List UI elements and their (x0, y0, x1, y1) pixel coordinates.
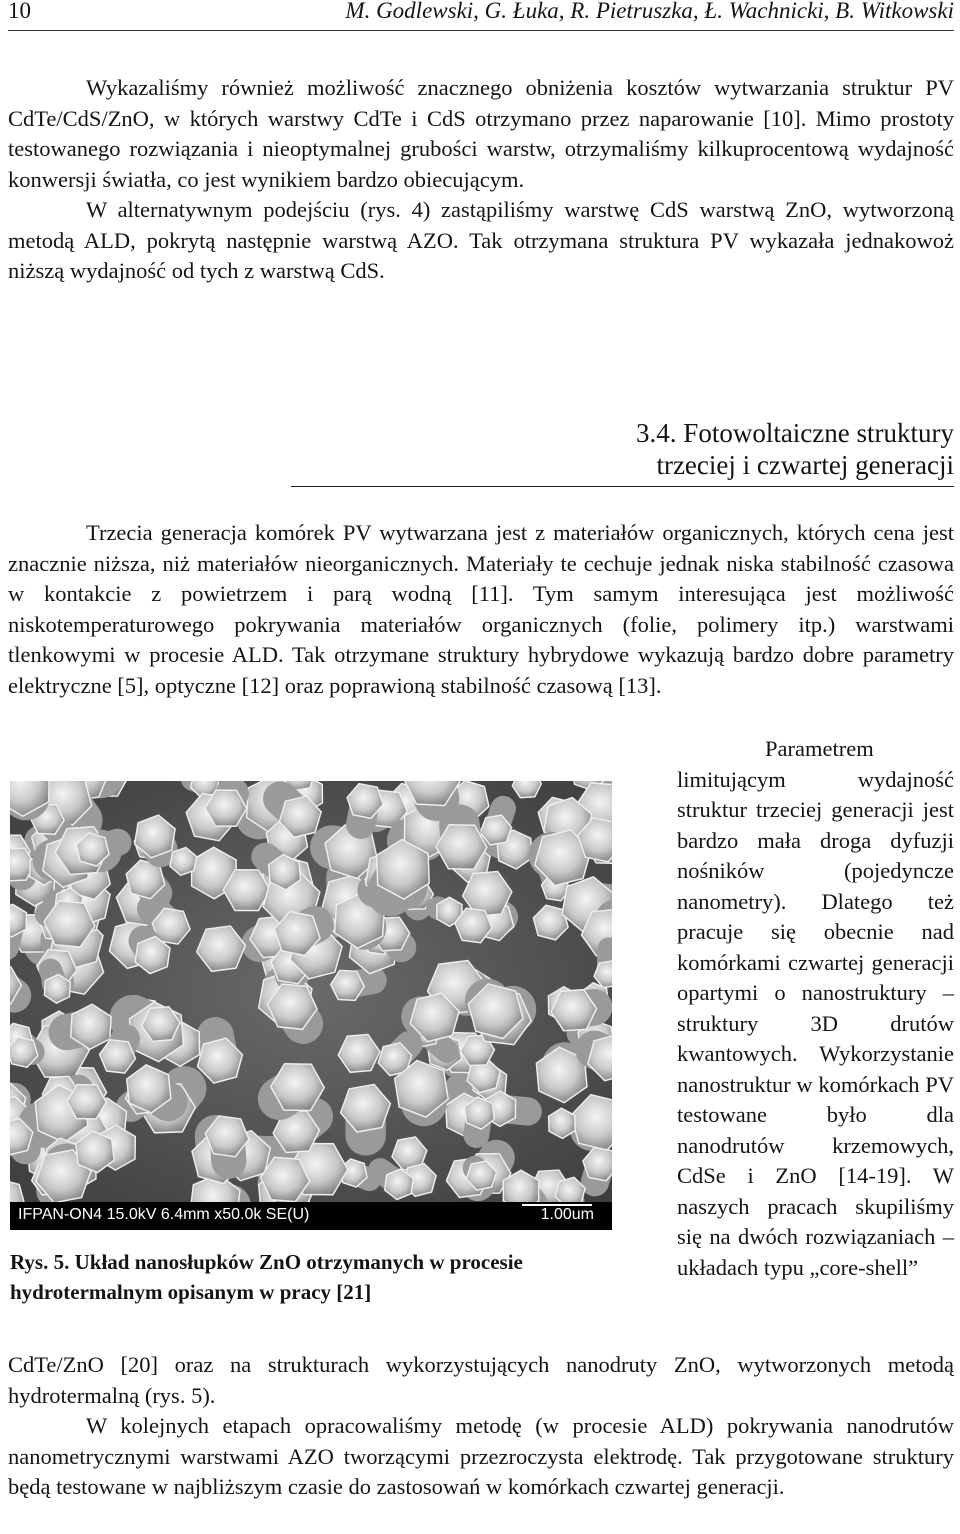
sem-nanorods-image (10, 781, 612, 1202)
sem-figure (10, 781, 612, 1230)
scale-bar-label: 1.00um (540, 1206, 594, 1223)
section-heading-line: trzeciej i czwartej generacji (656, 450, 954, 480)
running-title: M. Godlewski, G. Łuka, R. Pietruszka, Ł. Wachnicki, B. Witkowski (345, 0, 954, 23)
section-heading-line: 3.4. Fotowoltaiczne struktury (636, 418, 954, 448)
paragraph: CdTe/ZnO [20] oraz na strukturach wykorzystujących nanodruty ZnO, wytworzonych metodą hydrotermalną (rys. 5). (8, 1352, 954, 1408)
sem-info-bar (10, 1202, 612, 1230)
paragraph: Wykazaliśmy również możliwość znacznego obniżenia kosztów wytwarzania struktur PV CdTe/CdS/ZnO, w których warstwy CdTe i CdS otrzymano przez naparowanie [10]. Mimo prostoty testowanego rozwiązania i nieoptymalnej grubości warstw, otrzymaliśmy kilkuprocentową wydajność konwersji światła, co jest wynikiem bardzo obiecującym. (8, 75, 954, 192)
sem-parameters: IFPAN-ON4 15.0kV 6.4mm x50.0k SE(U) (18, 1206, 310, 1223)
paragraph: W kolejnych etapach opracowaliśmy metodę (w procesie ALD) pokrywania nanodrutów nanometrycznymi warstwami AZO tworzącymi przezroczysta elektrodę. Tak przygotowane struktury będą testowane w najbliższym czasie do zastosowań w komórkach czwartej generacji. (8, 1413, 954, 1499)
page-header (8, 0, 954, 31)
figure-caption: Rys. 5. Układ nanosłupków ZnO otrzymanych w procesie hydrotermalnym opisanym w pracy [21] (10, 1250, 523, 1304)
page-number: 10 (8, 0, 31, 23)
body-block-3 (8, 1350, 954, 1503)
side-column-text (677, 734, 954, 1283)
body-block-2 (8, 518, 954, 701)
paragraph: Parametrem limitującym wydajność struktur trzeciej generacji jest bardzo mała droga dyfuzji nośników (pojedyncze nanometry). Dlatego też pracuje się obecnie nad komórkami czwartej generacji opartymi o nanostruktury – struktury 3D drutów kwantowych. Wykorzystanie nanostruktur w komórkach PV testowane było dla nanodrutów krzemowych, CdSe i ZnO [14-19]. W naszych pracach skupiliśmy się na dwóch rozwiązaniach – układach typu „core-shell” (677, 736, 954, 1280)
body-block-1 (8, 73, 954, 287)
paragraph: W alternatywnym podejściu (rys. 4) zastąpiliśmy warstwę CdS warstwą ZnO, wytworzoną metodą ALD, pokrytą następnie warstwą AZO. Tak otrzymana struktura PV wykazała jednakowoż niższą wydajność od tych z warstwą CdS. (8, 197, 954, 283)
section-rule (291, 486, 954, 487)
paragraph: Trzecia generacja komórek PV wytwarzana jest z materiałów organicznych, których cena jest znacznie niższa, niż materiałów nieorganicznych. Materiały te cechuje jednak niska stabilność czasowa w kontakcie z powietrzem i parą wodną [11]. Tym samym interesująca jest możliwość niskotemperaturowego pokrywania materiałów organicznych (folie, polimery itp.) warstwami tlenkowymi w procesie ALD. Tak otrzymane struktury hybrydowe wykazują bardzo dobre parametry elektryczne [5], optyczne [12] oraz poprawioną stabilność czasową [13]. (8, 520, 954, 698)
section-heading (8, 417, 954, 481)
